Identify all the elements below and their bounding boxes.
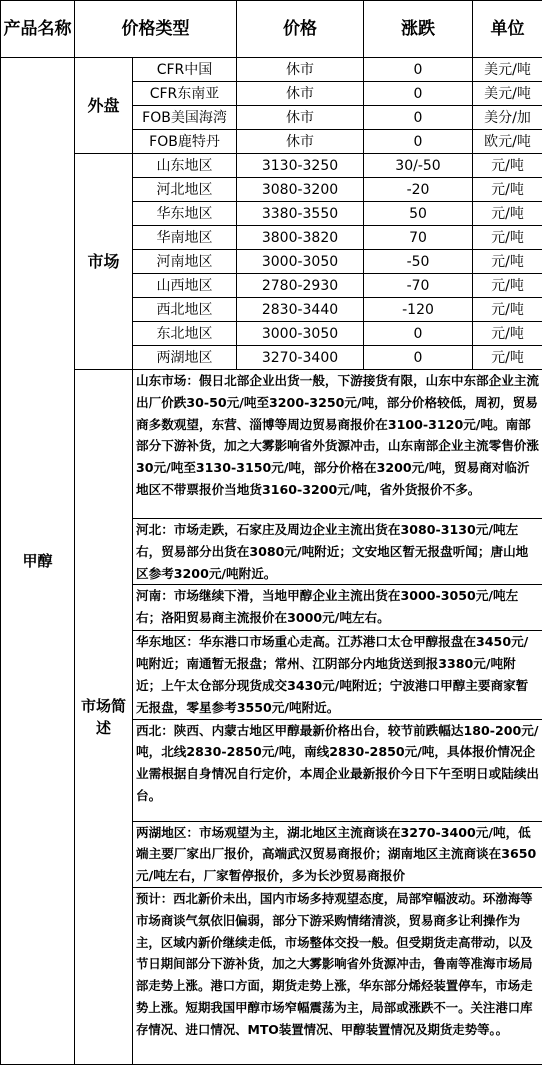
change-cell: 50 [364, 202, 473, 226]
unit-cell: 元/吨 [473, 226, 542, 250]
price-cell: 3270-3400 [237, 346, 364, 370]
change-cell: 0 [364, 346, 473, 370]
header-unit: 单位 [473, 1, 542, 58]
unit-cell: 元/吨 [473, 202, 542, 226]
unit-cell: 元/吨 [473, 178, 542, 202]
price-type-cell: FOB美国海湾 [133, 106, 237, 130]
header-product: 产品名称 [1, 1, 75, 58]
change-cell: 70 [364, 226, 473, 250]
price-type-cell: 山东地区 [133, 154, 237, 178]
unit-cell: 元/吨 [473, 250, 542, 274]
price-type-cell: 华南地区 [133, 226, 237, 250]
commentary-xibei: 西北：陕西、内蒙古地区甲醇最新价格出台，较节前跌幅达180-200元/吨，北线2830-2850元/吨，南线2830-2850元/吨，具体报价情况企业需根据自身情况自行定价，本周企业最新报价今日下午至明日或陆续出台。 [133, 719, 542, 821]
unit-cell: 元/吨 [473, 154, 542, 178]
header-row [1, 1, 542, 58]
price-cell: 休市 [237, 130, 364, 154]
price-type-cell: FOB鹿特丹 [133, 130, 237, 154]
header-price-type: 价格类型 [75, 1, 237, 58]
price-cell: 2830-3440 [237, 298, 364, 322]
price-type-cell: 河南地区 [133, 250, 237, 274]
price-cell: 休市 [237, 106, 364, 130]
commentary-label: 市场简述 [75, 370, 133, 1065]
commentary-huadong: 华东地区：华东港口市场重心走高。江苏港口太仓甲醇报盘在3450元/吨附近；南通暂无报盘；常州、江阴部分内地货送到报3380元/吨附近；上午太仓部分现货成交3430元/吨附近；宁波港口甲醇主要商家暂无报盘，零星参考3550元/吨附近。 [133, 631, 542, 719]
unit-cell: 元/吨 [473, 346, 542, 370]
unit-cell: 美元/吨 [473, 58, 542, 82]
unit-cell: 元/吨 [473, 298, 542, 322]
price-cell: 3000-3050 [237, 322, 364, 346]
change-cell: -50 [364, 250, 473, 274]
price-type-cell: 华东地区 [133, 202, 237, 226]
header-price: 价格 [237, 1, 364, 58]
unit-cell: 欧元/吨 [473, 130, 542, 154]
change-cell: -120 [364, 298, 473, 322]
price-cell: 3000-3050 [237, 250, 364, 274]
price-type-cell: 东北地区 [133, 322, 237, 346]
commentary-outlook: 预计：西北新价未出，国内市场多持观望态度，局部窄幅波动。环渤海等市场商谈气氛依旧偏弱，部分下游采购情绪清淡，贸易商多让利操作为主，区域内新价继续走低，市场整体交投一般。但受期货走高带动，以及节日期间部分下游补货，加之大雾影响省外货源冲击，鲁南等准海市场局部走势上涨。港口方面，期货走势上涨，华东部分烯烃装置停车，市场走势上涨。短期我国甲醇市场窄幅震荡为主，局部或涨跌不一。关注港口库存情况、进口情况、MTO装置情况、甲醇装置情况及期货走势等。。 [133, 887, 542, 1064]
change-cell: 0 [364, 106, 473, 130]
commentary-henan: 河南：市场继续下滑，当地甲醇企业主流出货在3000-3050元/吨左右；洛阳贸易商主流报价在3000元/吨左右。 [133, 585, 542, 631]
change-cell: -20 [364, 178, 473, 202]
commentary-hebei: 河北：市场走跌，石家庄及周边企业主流出货在3080-3130元/吨左右，贸易部分出货在3080元/吨附近；文安地区暂无报盘听闻；唐山地区参考3200元/吨附近。 [133, 519, 542, 585]
price-type-cell: CFR中国 [133, 58, 237, 82]
price-cell: 3130-3250 [237, 154, 364, 178]
change-cell: 0 [364, 130, 473, 154]
commentary-lianghu: 两湖地区：市场观望为主，湖北地区主流商谈在3270-3400元/吨，低端主要厂家出厂报价，高端武汉贸易商报价；湖南地区主流商谈在3650元/吨左右，厂家暂停报价，多为长沙贸易商报价 [133, 821, 542, 887]
overseas-group-label: 外盘 [75, 58, 133, 154]
product-name-cell: 甲醇 [1, 58, 75, 1065]
price-cell: 3080-3200 [237, 178, 364, 202]
unit-cell: 元/吨 [473, 274, 542, 298]
change-cell: 0 [364, 322, 473, 346]
price-cell: 3800-3820 [237, 226, 364, 250]
unit-cell: 元/吨 [473, 322, 542, 346]
commentary-shandong: 山东市场：假日北部企业出货一般，下游接货有限，山东中东部企业主流出厂价跌30-50元/吨至3200-3250元/吨，部分价格较低，周初，贸易商多数观望，东营、淄博等周边贸易商报价在3100-3120元/吨。南部部分下游补货，加之大雾影响省外货源冲击，山东南部企业主流零售价涨30元/吨至3130-3150元/吨，部分价格在3200元/吨，贸易商对临沂地区不带票报价当地货3160-3200元/吨，省外货报价不多。 [133, 370, 542, 519]
price-cell: 3380-3550 [237, 202, 364, 226]
unit-cell: 美分/加 [473, 106, 542, 130]
price-type-cell: 两湖地区 [133, 346, 237, 370]
unit-cell: 美元/吨 [473, 82, 542, 106]
commentary-row [1, 370, 542, 519]
change-cell: 0 [364, 58, 473, 82]
price-cell: 休市 [237, 82, 364, 106]
market-group-label: 市场 [75, 154, 133, 370]
table-row [1, 58, 542, 82]
price-type-cell: 西北地区 [133, 298, 237, 322]
change-cell: 30/-50 [364, 154, 473, 178]
price-type-cell: 河北地区 [133, 178, 237, 202]
change-cell: -70 [364, 274, 473, 298]
change-cell: 0 [364, 82, 473, 106]
price-cell: 2780-2930 [237, 274, 364, 298]
price-type-cell: CFR东南亚 [133, 82, 237, 106]
price-type-cell: 山西地区 [133, 274, 237, 298]
header-change: 涨跌 [364, 1, 473, 58]
price-cell: 休市 [237, 58, 364, 82]
table-row [1, 154, 542, 178]
